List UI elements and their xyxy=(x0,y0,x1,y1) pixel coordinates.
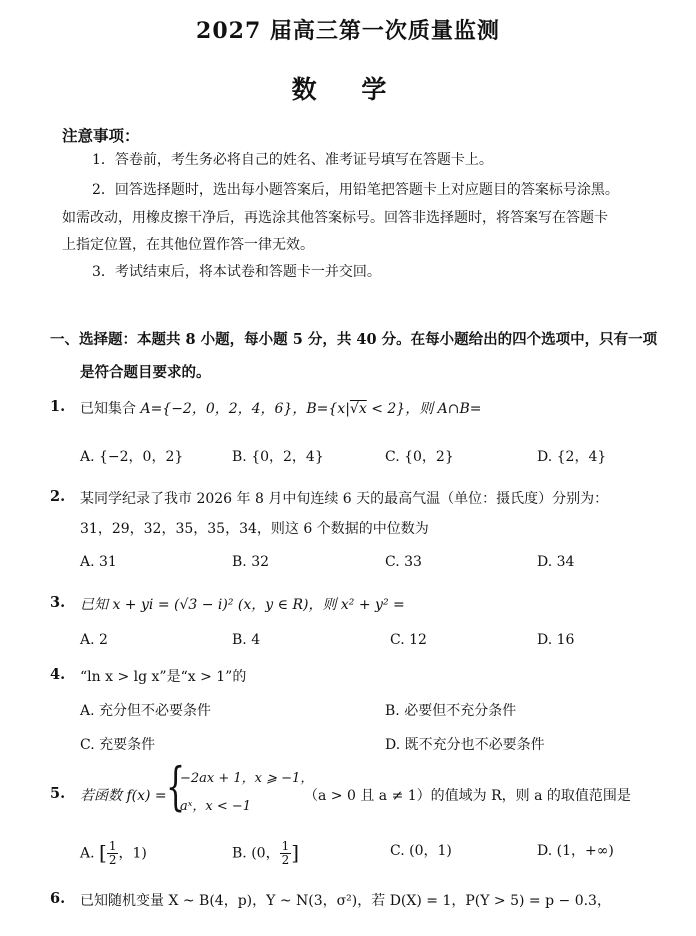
q2-option-a: A. 31 xyxy=(80,554,117,570)
fraction-one-half: $\frac{1}{2}$ xyxy=(281,839,290,867)
question-number: 1. xyxy=(50,398,66,415)
set-a: A={−2，0，2，4，6} xyxy=(140,401,293,417)
notice-item-1: 1．答卷前，考生务必将自己的姓名、准考证号填写在答题卡上。 xyxy=(92,152,493,168)
section-heading-line-1: 一、选择题：本题共 8 小题，每小题 5 分，共 40 分。在每小题给出的四个选项中，只有一项 xyxy=(50,331,658,348)
q1-option-c: C. {0，2} xyxy=(385,449,454,465)
q1-option-d: D. {2，4} xyxy=(537,449,607,465)
question-stem-line-1: 某同学纪录了我市 2026 年 8 月中旬连续 6 天的最高气温（单位：摄氏度）分别为： xyxy=(80,491,609,507)
sqrt-x: √x xyxy=(349,401,367,417)
q2-option-d: D. 34 xyxy=(537,554,575,570)
question-number: 6. xyxy=(50,890,66,907)
q3-option-c: C. 12 xyxy=(390,632,427,648)
q4-option-a: A. 充分但不必要条件 xyxy=(80,703,212,719)
notice-item-2-line-1: 2．回答选择题时，选出每小题答案后，用铅笔把答题卡上对应题目的答案标号涂黑。 xyxy=(92,182,619,198)
notice-heading: 注意事项： xyxy=(62,126,140,145)
piecewise-brace: { xyxy=(166,757,186,818)
question-number: 2. xyxy=(50,488,66,505)
q4-option-b: B. 必要但不充分条件 xyxy=(385,703,517,719)
q3-option-d: D. 16 xyxy=(537,632,575,648)
q4-option-d: D. 既不充分也不必要条件 xyxy=(385,737,545,753)
q3-option-b: B. 4 xyxy=(232,632,261,648)
q2-option-c: C. 33 xyxy=(385,554,422,570)
question-stem-pre: 若函数 f(x) = xyxy=(80,788,167,804)
q5-option-d: D. (1，+∞) xyxy=(537,843,614,859)
section-heading-line-2: 是符合题目要求的。 xyxy=(80,364,211,381)
notice-item-3: 3．考试结束后，将本试卷和答题卡一并交回。 xyxy=(92,264,381,280)
q3-option-a: A. 2 xyxy=(80,632,108,648)
q4-option-c: C. 充要条件 xyxy=(80,737,156,753)
question-number: 4. xyxy=(50,666,66,683)
question-stem: 已知随机变量 X ~ B(4，p)，Y ~ N(3，σ²)，若 D(X) = 1，P(Y > 5) = p − 0.3， xyxy=(80,893,611,909)
subject-title: 数 学 xyxy=(291,75,405,104)
q5-option-a: A. [ $\frac{1}{2}$ ，1) xyxy=(80,839,147,867)
q5-option-c: C. (0，1) xyxy=(390,843,452,859)
q2-option-b: B. 32 xyxy=(232,554,270,570)
question-number: 5. xyxy=(50,785,66,802)
question-stem: 已知集合 A={−2，0，2，4，6}，B={x|√x < 2}，则 A∩B= xyxy=(80,401,482,417)
question-2-line-2: 31，29，32，35，35，34，则这 6 个数据的中位数为 xyxy=(80,521,429,537)
question-stem: “ln x > lg x”是“x > 1”的 xyxy=(80,669,247,685)
piecewise-case-2: aˣ，x < −1 xyxy=(180,799,252,814)
q1-option-b: B. {0，2，4} xyxy=(232,449,324,465)
exam-title: 2027 届高三第一次质量监测 xyxy=(196,18,500,44)
notice-item-2-line-3: 上指定位置，在其他位置作答一律无效。 xyxy=(62,237,314,253)
piecewise-case-1: −2ax + 1，x ⩾ −1， xyxy=(180,771,314,786)
question-5-condition: （a > 0 且 a ≠ 1）的值域为 R，则 a 的取值范围是 xyxy=(304,788,631,804)
fraction-one-half: $\frac{1}{2}$ xyxy=(108,839,117,867)
q1-option-a: A. {−2，0，2} xyxy=(80,449,184,465)
q5-option-b: B. (0， $\frac{1}{2}$ ] xyxy=(232,839,300,867)
notice-item-2-line-2: 如需改动，用橡皮擦干净后，再选涂其他答案标号。回答非选择题时，将答案写在答题卡 xyxy=(62,210,608,226)
question-stem: 已知 x + yi = (√3 − i)² (x，y ∈ R)，则 x² + y² = xyxy=(80,597,405,613)
question-number: 3. xyxy=(50,594,66,611)
